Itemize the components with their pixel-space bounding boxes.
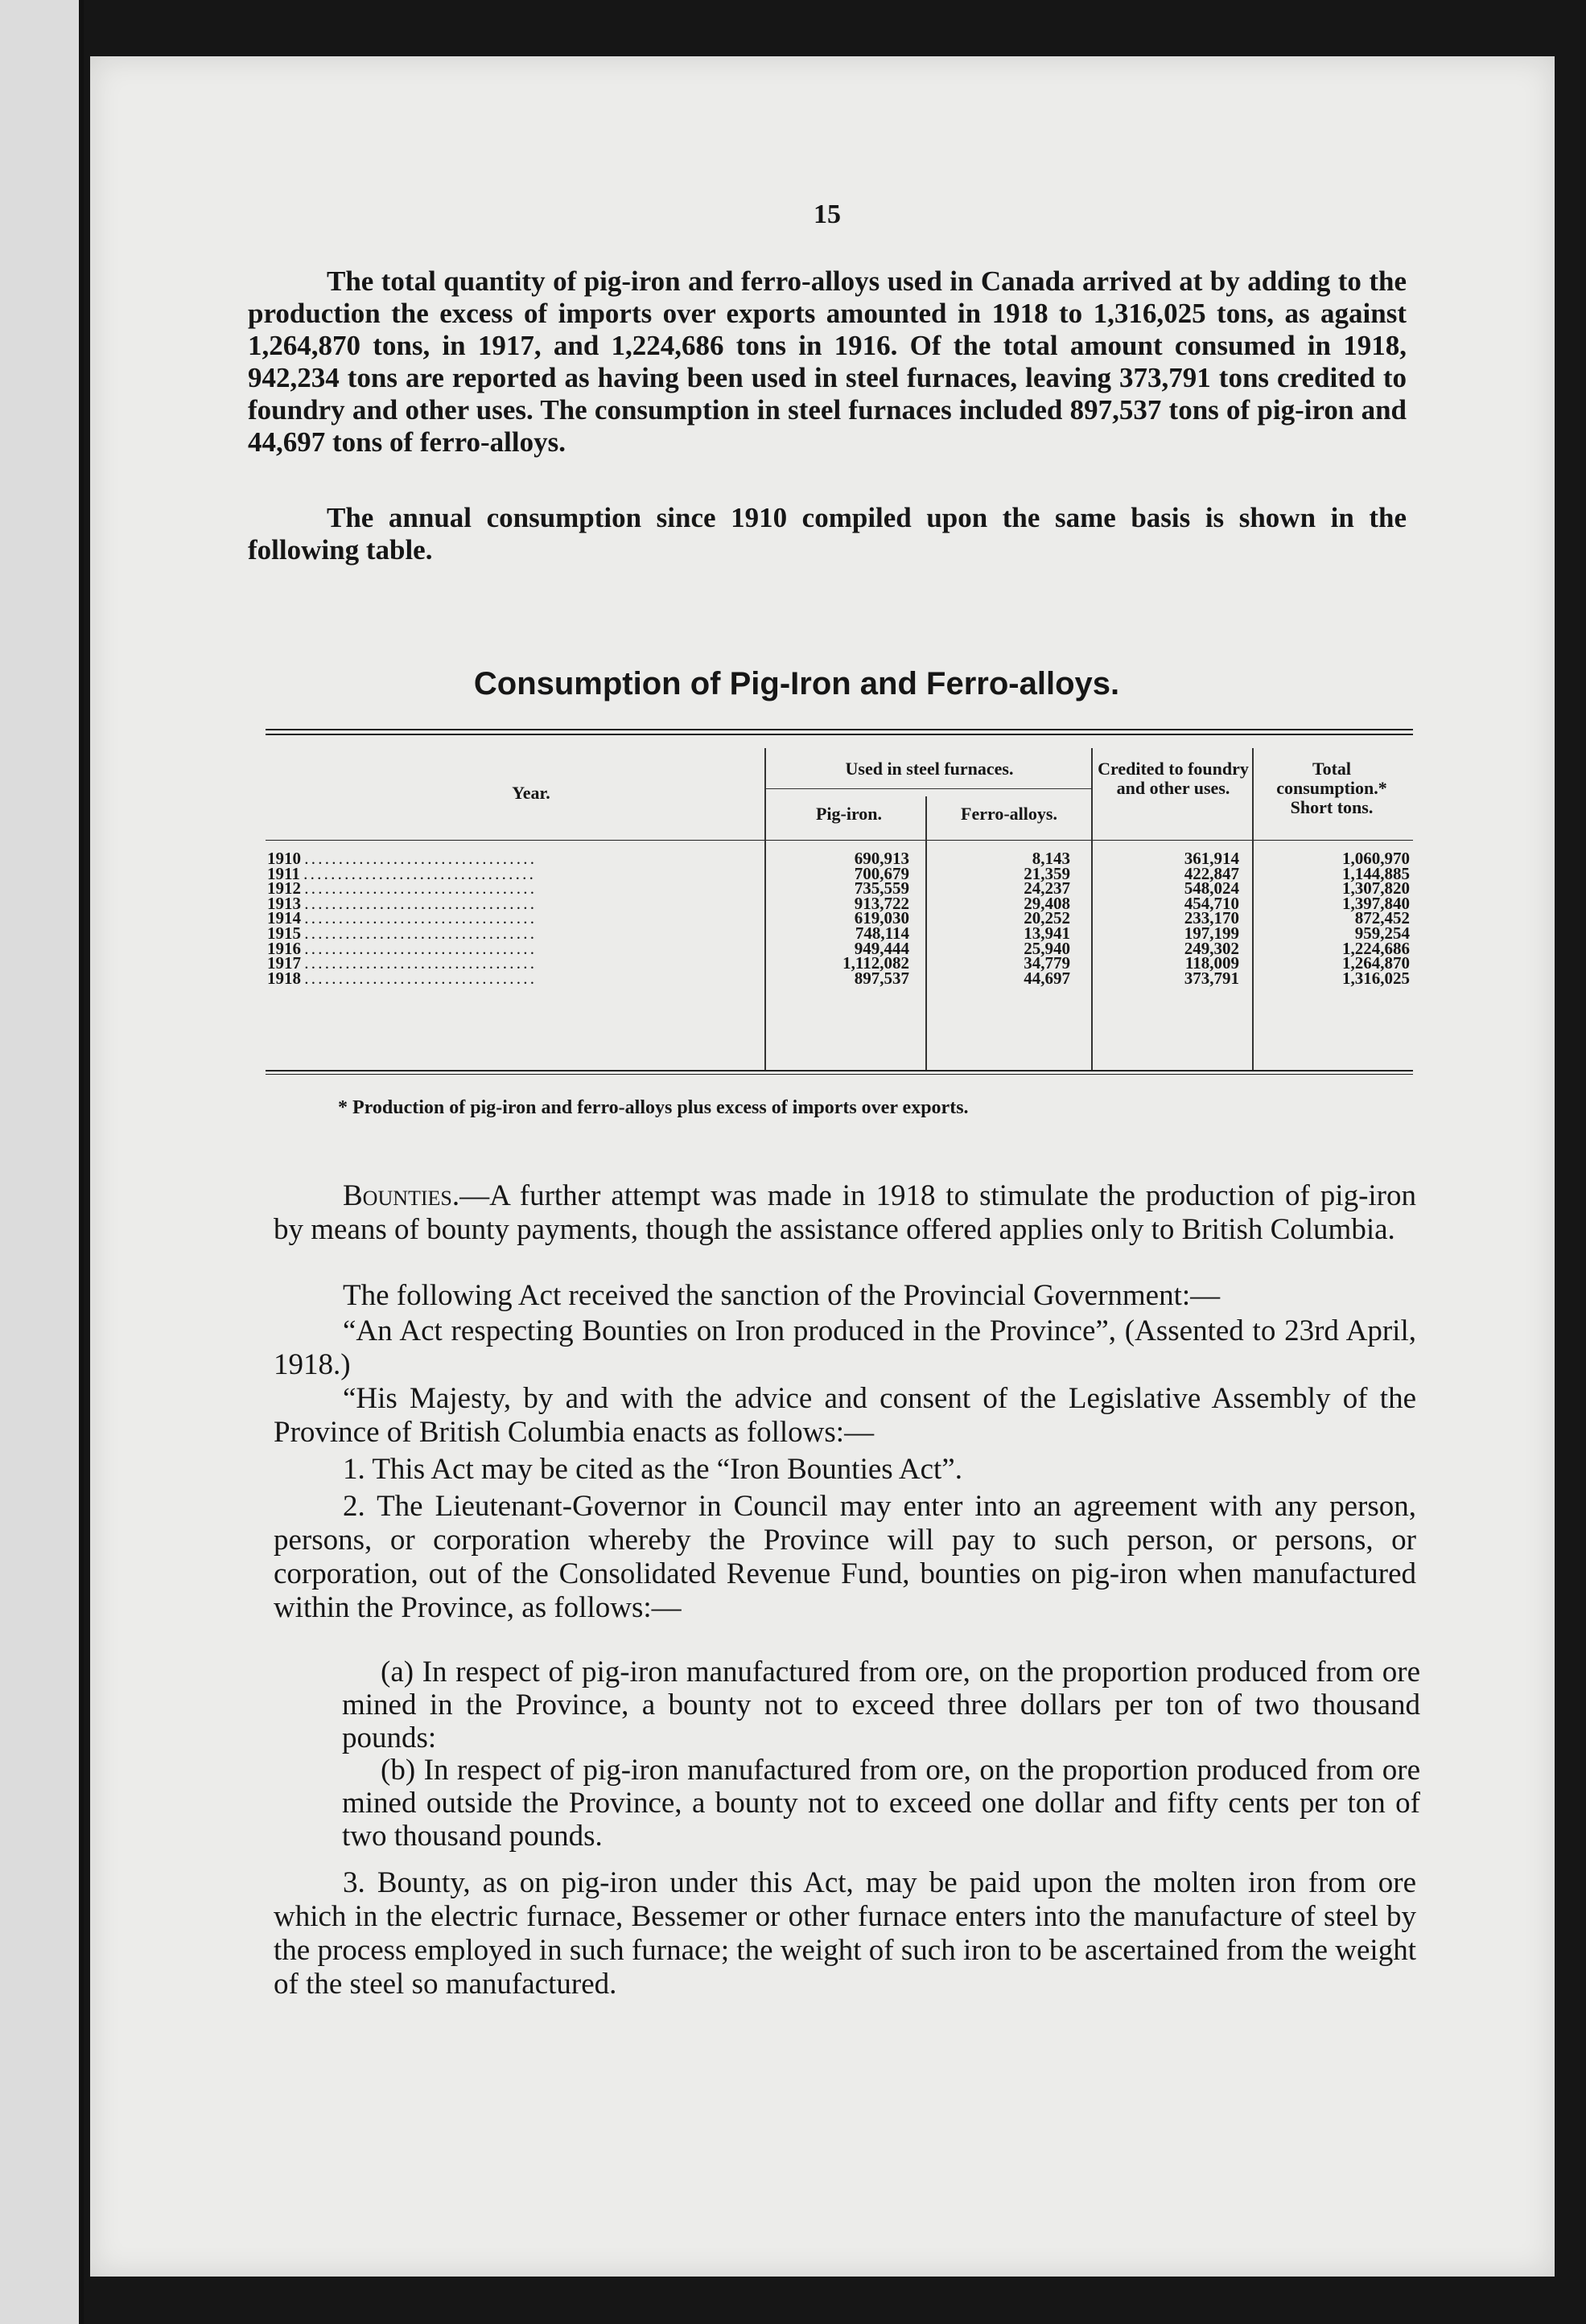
column-divider xyxy=(925,796,927,1070)
header-pig-iron: Pig-iron. xyxy=(815,804,883,824)
table-cell: 13,941 xyxy=(1024,923,1070,943)
section-2: 2. The Lieutenant-Governor in Council may enter into an agreement with any person, persons, or corporation whereby the Province will pay to such person, or persons, or corporation, out of the Consolidated Revenue Fund, bounties on pig-iron when manufactured within the Province, as follows:— xyxy=(274,1490,1416,1624)
table-cell: 735,559 xyxy=(854,878,909,899)
table-cell: 361,914 xyxy=(1184,849,1239,868)
table-cell: 748,114 xyxy=(855,923,909,943)
table-cell: 1,264,870 xyxy=(1342,953,1410,973)
header-credited: Credited to foundry and other uses. xyxy=(1098,759,1249,798)
subsection-b: (b) In respect of pig-iron manufactured from ore, on the proportion produced from ore mined outside the Province, a bounty not to exceed one dollar and fifty cents per ton of two thousand pounds. xyxy=(342,1754,1420,1853)
table-bottom-rule xyxy=(266,1070,1413,1072)
table-cell: 897,537 xyxy=(854,968,909,988)
table-cell: 454,710 xyxy=(1184,893,1239,913)
total-consumption-column xyxy=(1271,849,1410,988)
header-ferro-alloys: Ferro-alloys. xyxy=(961,804,1057,824)
column-divider xyxy=(1252,748,1254,1070)
table-cell: 25,940 xyxy=(1024,938,1070,958)
subsection-a: (a) In respect of pig-iron manufactured from ore, on the proportion produced from ore mined in the Province, a bounty not to exceed three dollars per ton of two thousand pounds: xyxy=(342,1656,1420,1754)
table-row-year: 1915 . . . xyxy=(267,926,750,941)
bounties-paragraph xyxy=(274,1179,1416,1247)
table-cell: 20,252 xyxy=(1024,908,1070,928)
table-cell: 1,316,025 xyxy=(1342,968,1410,988)
table-top-rule xyxy=(266,729,1413,730)
table-cell: 1,307,820 xyxy=(1342,878,1410,899)
table-cell: 1,112,082 xyxy=(842,953,909,973)
table-cell: 913,722 xyxy=(854,893,909,913)
adjacent-page-edge xyxy=(0,0,84,2324)
pig-iron-column xyxy=(797,849,909,988)
table-cell: 197,199 xyxy=(1184,923,1239,943)
table-cell: 700,679 xyxy=(854,863,909,883)
table-row-year: 1912 . . . xyxy=(267,881,750,896)
table-cell: 422,847 xyxy=(1184,863,1239,883)
table-cell: 8,143 xyxy=(1032,849,1070,868)
annual-consumption-paragraph: The annual consumption since 1910 compiled upon the same basis is shown in the following table. xyxy=(248,502,1407,566)
table-top-rule-2 xyxy=(266,734,1413,735)
enactment-paragraph: “His Majesty, by and with the advice and consent of the Legislative Assembly of the Province of British Columbia enacts as follows:— xyxy=(274,1382,1416,1449)
table-cell: 690,913 xyxy=(854,849,909,868)
table-footnote: * Production of pig-iron and ferro-alloys plus excess of imports over exports. xyxy=(338,1097,969,1118)
year-column xyxy=(267,851,750,985)
table-cell: 249,302 xyxy=(1184,938,1239,958)
table-cell: 1,224,686 xyxy=(1342,938,1410,958)
column-divider xyxy=(764,748,766,1070)
page-number: 15 xyxy=(814,199,841,229)
provincial-act-paragraph: The following Act received the sanction of the Provincial Government:— xyxy=(343,1279,1221,1312)
table-cell: 44,697 xyxy=(1024,968,1070,988)
table-row-year: 1917 . . . xyxy=(267,956,750,971)
table-row-year: 1918 . . . xyxy=(267,971,750,986)
table-cell: 34,779 xyxy=(1024,953,1070,973)
table-row-year: 1916 . . . xyxy=(267,941,750,956)
table-cell: 548,024 xyxy=(1184,878,1239,899)
table-cell: 619,030 xyxy=(854,908,909,928)
bounties-intro: —A further attempt was made in 1918 to stimulate the production of pig-iron by means of bounty payments, though the assistance offered applies only to British Columbia. xyxy=(274,1179,1416,1246)
bounties-heading: Bounties. xyxy=(343,1179,460,1212)
section-3: 3. Bounty, as on pig-iron under this Act, may be paid upon the molten iron from ore which in the electric furnace, Bessemer or other furnace enters into the manufacture of steel by the process employed in such furnace; the weight of such iron to be ascertained from the weight of the steel so manufactured. xyxy=(274,1866,1416,2001)
credited-column xyxy=(1127,849,1239,988)
table-row-year: 1910 . . . xyxy=(267,851,750,866)
act-title-paragraph: “An Act respecting Bounties on Iron produced in the Province”, (Assented to 23rd April, 1918.) xyxy=(274,1314,1416,1381)
table-cell: 872,452 xyxy=(1354,908,1410,928)
table-row-year: 1911 . . . xyxy=(267,866,750,882)
table-cell: 1,144,885 xyxy=(1342,863,1410,883)
table-row-year: 1914 . . . xyxy=(267,911,750,926)
table-cell: 1,397,840 xyxy=(1342,893,1410,913)
table-cell: 949,444 xyxy=(854,938,909,958)
header-year: Year. xyxy=(512,783,550,803)
ferro-alloys-column xyxy=(958,849,1070,988)
table-cell: 233,170 xyxy=(1184,908,1239,928)
table-header-rule xyxy=(266,840,1413,841)
section-1: 1. This Act may be cited as the “Iron Bounties Act”. xyxy=(343,1453,962,1486)
subheader-rule xyxy=(766,788,1091,789)
table-cell: 118,009 xyxy=(1184,953,1239,973)
table-bottom-rule-2 xyxy=(266,1074,1413,1075)
header-used-in-steel-furnaces: Used in steel furnaces. xyxy=(845,759,1014,779)
column-divider xyxy=(1091,748,1093,1070)
table-cell: 1,060,970 xyxy=(1342,849,1410,868)
table-cell: 29,408 xyxy=(1024,893,1070,913)
table-row-year: 1913 . . . xyxy=(267,896,750,911)
table-cell: 373,791 xyxy=(1184,968,1239,988)
table-cell: 24,237 xyxy=(1024,878,1070,899)
table-cell: 959,254 xyxy=(1354,923,1410,943)
table-title: Consumption of Pig-Iron and Ferro-alloys. xyxy=(473,666,1120,701)
table-cell: 21,359 xyxy=(1024,863,1070,883)
intro-paragraph: The total quantity of pig-iron and ferro-alloys used in Canada arrived at by adding to the production the excess of imports over exports amounted in 1918 to 1,316,025 tons, as against 1,264,870 tons, in 1917, and 1,224,686 tons in 1916. Of the total amount consumed in 1918, 942,234 tons are reported as having been used in steel furnaces, leaving 373,791 tons credited to foundry and other uses. The consumption in steel furnaces included 897,537 tons of pig-iron and 44,697 tons of ferro-alloys. xyxy=(248,265,1407,458)
header-total-consumption: Total consumption.* Short tons. xyxy=(1276,759,1387,817)
